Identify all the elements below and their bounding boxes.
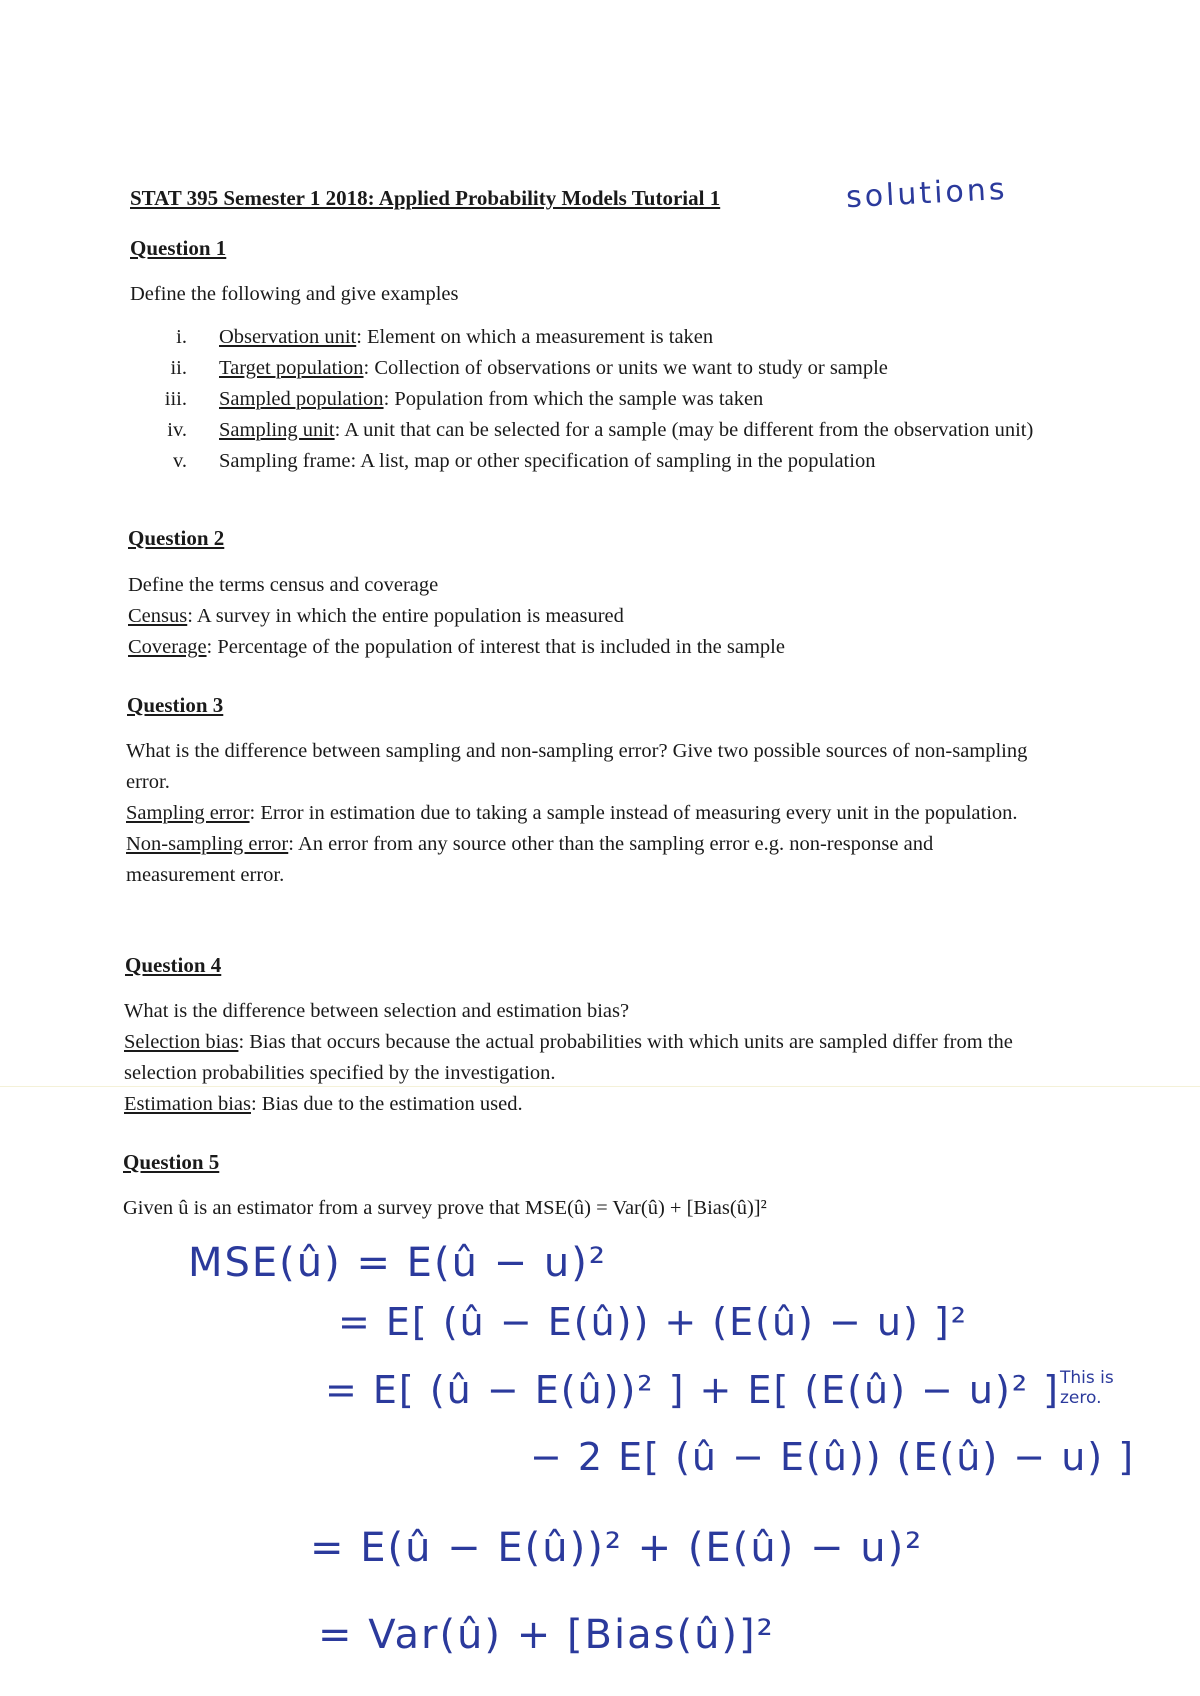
definition-item [132,353,1039,384]
definition-text: : A unit that can be selected for a sample (may be different from the observation unit) [334,419,1034,441]
question-1-prompt: Define the following and give examples [130,283,459,305]
question-2-prompt: Define the terms census and coverage [128,574,439,596]
question-3-body [126,736,1046,891]
census-term: Census [128,605,188,627]
proof-line-2: = E[ (û − E(û)) + (E(û) − u) ]² [338,1300,968,1344]
proof-line-6: = Var(û) + [Bias(û)]² [318,1612,775,1658]
question-1-definitions [132,322,1039,477]
estimation-bias-term: Estimation bias [124,1093,251,1115]
question-2-body [128,570,1078,663]
coverage-term: Coverage [128,636,207,658]
proof-line-5: = E(û − E(û))² + (E(û) − u)² [310,1525,924,1571]
question-4-heading: Question 4 [125,953,222,977]
definition-term: Target population [219,357,364,379]
question-1-heading: Question 1 [130,236,227,260]
definition-text: : Population from which the sample was taken [383,388,764,410]
definition-item [132,446,1039,477]
item-number: iv. [167,419,187,441]
selection-bias-definition: : Bias that occurs because the actual probabilities with which units are sampled differ from the selection probabilities specified by the investigation. [124,1031,1013,1084]
question-4-body [124,996,1044,1120]
handwritten-solutions-label: solutions [845,171,1009,216]
non-sampling-error-definition: : An error from any source other than the sampling error e.g. non-response and measurement error. [126,833,934,886]
question-3-heading: Question 3 [127,693,224,717]
definition-text: Sampling frame: A list, map or other specification of sampling in the population [219,450,876,472]
definition-term: Sampled population [219,388,384,410]
coverage-definition: : Percentage of the population of interest that is included in the sample [206,636,785,658]
proof-line-3: = E[ (û − E(û))² ] + E[ (E(û) − u)² ] [325,1368,1060,1412]
proof-line-4: − 2 E[ (û − E(û)) (E(û) − u) ] [530,1435,1136,1479]
definition-text: : Collection of observations or units we want to study or sample [363,357,888,379]
question-4-prompt: What is the difference between selection and estimation bias? [124,1000,630,1022]
question-5-prompt: Given û is an estimator from a survey prove that MSE(û) = Var(û) + [Bias(û)]² [123,1197,767,1219]
question-2-heading: Question 2 [128,526,225,550]
handwritten-note-zero: This is zero. [1060,1368,1114,1408]
scan-artifact-line [0,1086,1200,1087]
definition-item [132,384,1039,415]
definition-text: : Element on which a measurement is taken [356,326,714,348]
item-number: iii. [164,388,187,410]
definition-term: Observation unit [219,326,357,348]
item-number: v. [172,450,187,472]
non-sampling-error-term: Non-sampling error [126,833,289,855]
question-5-heading: Question 5 [123,1150,220,1174]
census-definition: : A survey in which the entire population is measured [187,605,624,627]
sampling-error-term: Sampling error [126,802,250,824]
document-title: STAT 395 Semester 1 2018: Applied Probability Models Tutorial 1 [130,186,721,210]
sampling-error-definition: : Error in estimation due to taking a sample instead of measuring every unit in the population. [249,802,1018,824]
item-number: ii. [170,357,187,379]
definition-term: Sampling unit [219,419,335,441]
estimation-bias-definition: : Bias due to the estimation used. [250,1093,523,1115]
question-3-prompt: What is the difference between sampling and non-sampling error? Give two possible sources of non-sampling error. [126,740,1028,793]
definition-item [132,322,1039,353]
proof-line-1: MSE(û) = E(û − u)² [188,1240,607,1286]
item-number: i. [176,326,187,348]
selection-bias-term: Selection bias [124,1031,239,1053]
definition-item [132,415,1039,446]
